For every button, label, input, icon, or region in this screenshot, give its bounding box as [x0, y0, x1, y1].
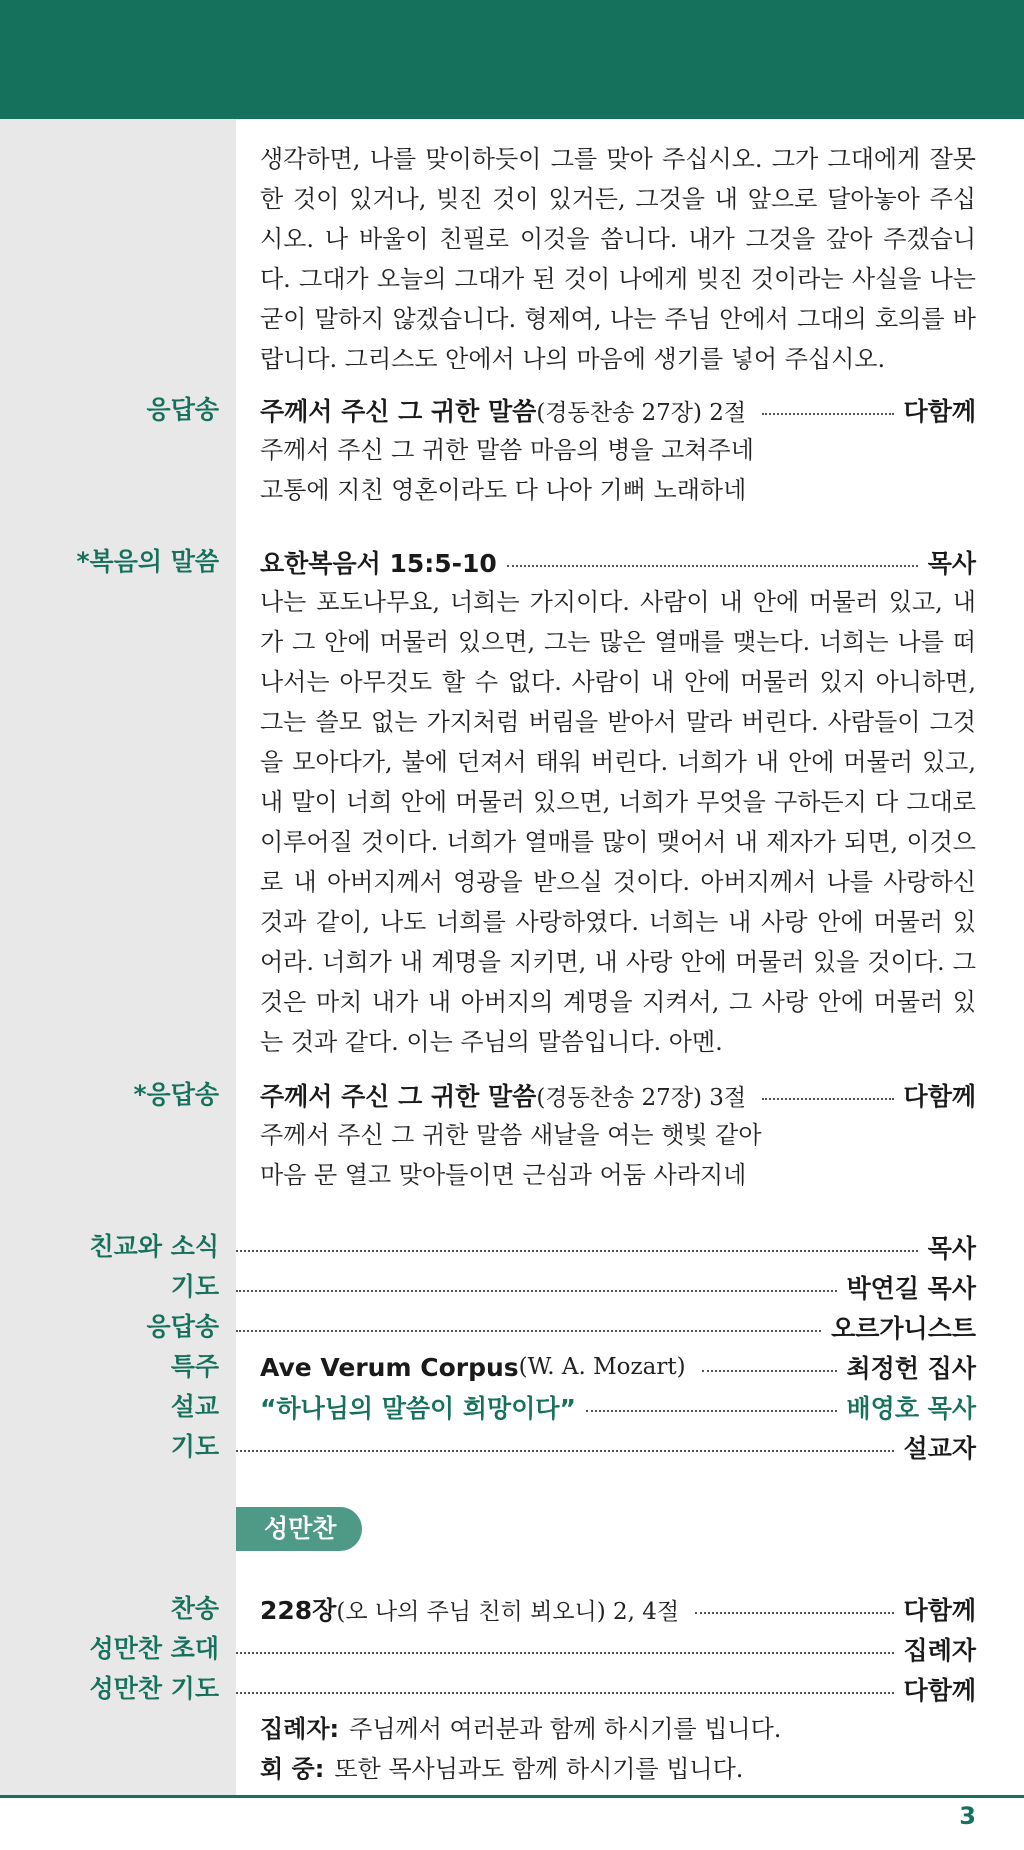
performer: 다함께: [903, 1082, 976, 1111]
dot-leader: [702, 1370, 837, 1372]
response-song-label: 응답송: [146, 395, 219, 424]
response-song-2-row: [260, 1075, 976, 1115]
dialogue-text: 또한 목사님과도 함께 하시기를 빕니다.: [334, 1755, 744, 1783]
order-label-prayer: 기도: [170, 1272, 219, 1301]
sermon-title: “하나님의 말씀이 희망이다”: [260, 1394, 576, 1423]
order-label-special: 특주: [170, 1352, 219, 1381]
performer: 다함께: [903, 1596, 976, 1625]
communion-label-invitation: 성만찬 초대: [89, 1634, 219, 1663]
order-row-response: [236, 1307, 976, 1347]
hymn-title: 주께서 주신 그 귀한 말씀: [260, 397, 537, 426]
dialogue-line-congregation: [260, 1749, 743, 1789]
dot-leader: [762, 1098, 893, 1100]
hymn-reference: (오 나의 주님 친히 뵈오니) 2, 4절: [336, 1598, 680, 1625]
lyric-line: 주께서 주신 그 귀한 말씀 마음의 병을 고쳐주네: [260, 436, 754, 464]
performer: 집례자: [903, 1636, 976, 1665]
hymn-title: 주께서 주신 그 귀한 말씀: [260, 1082, 537, 1111]
performer: 오르가니스트: [831, 1314, 976, 1343]
communion-label-prayer: 성만찬 기도: [89, 1674, 219, 1703]
communion-row-hymn: [260, 1589, 976, 1629]
communion-row-prayer: [236, 1669, 976, 1709]
performer: 박연길 목사: [846, 1274, 976, 1303]
performer: 다함께: [903, 1676, 976, 1705]
piece-title: Ave Verum Corpus: [260, 1352, 519, 1382]
order-label-fellowship: 친교와 소식: [89, 1232, 219, 1261]
dot-leader: [236, 1692, 894, 1694]
dot-leader: [236, 1290, 837, 1292]
communion-row-invitation: [236, 1629, 976, 1669]
page-number: 3: [959, 1802, 976, 1830]
dot-leader: [586, 1410, 837, 1412]
order-label-response: 응답송: [146, 1312, 219, 1341]
order-row-sermon: [260, 1387, 976, 1427]
order-row-prayer-2: [236, 1427, 976, 1467]
dot-leader: [695, 1612, 893, 1614]
gospel-label: *복음의 말씀: [76, 547, 219, 576]
gospel-text: 나는 포도나무요, 너희는 가지이다. 사람이 내 안에 머물러 있고, 내가 그 안에 머물러 있으면, 그는 많은 열매를 맺는다. 너희는 나를 떠나서는 아무것도 할 수 없다. 사람이 내 안에 머물러 있지 아니하면, 그는 쓸모 없는 가지처럼 버림을 받아서 말라 버린다. 사람들이 그것을 모아다가, 불에 던져서 태워 버린다. 너희가 내 안에 머물러 있고, 내 말이 너희 안에 머물러 있으면, 너희가 무엇을 구하든지 다 그대로 이루어질 것이다. 너희가 열매를 많이 맺어서 내 제자가 되면, 이것으로 내 아버지께서 영광을 받으실 것이다. 아버지께서 나를 사랑하신 것과 같이, 나도 너희를 사랑하였다. 너희는 내 사랑 안에 머물러 있어라. 너희가 내 계명을 지키면, 내 사랑 안에 머물러 있을 것이다. 그것은 마치 내가 내 아버지의 계명을 지켜서, 그 사랑 안에 머물러 있는 것과 같다. 이는 주님의 말씀입니다. 아멘.: [260, 588, 976, 1056]
order-row-prayer: [236, 1267, 976, 1307]
intro-paragraph: 생각하면, 나를 맞이하듯이 그를 맞아 주십시오. 그가 그대에게 잘못 한 것이 있거나, 빚진 것이 있거든, 그것을 내 앞으로 달아놓아 주십시오. 나 바울이 친필로 이것을 씁니다. 내가 그것을 갚아 주겠습니다. 그대가 오늘의 그대가 된 것이 나에게 빚진 것이라는 사실을 나는 굳이 말하지 않겠습니다. 형제여, 나는 주님 안에서 그대의 호의를 바랍니다. 그리스도 안에서 나의 마음에 생기를 넣어 주십시오.: [260, 145, 976, 373]
lyric-line: 주께서 주신 그 귀한 말씀 새날을 여는 햇빛 같아: [260, 1121, 762, 1149]
order-row-special: [260, 1347, 976, 1387]
gospel-row: [260, 542, 976, 582]
dot-leader: [236, 1250, 918, 1252]
hymn-number: 228장: [260, 1596, 337, 1625]
left-label-column: [0, 119, 236, 1795]
lyric-line: 마음 문 열고 맞아들이면 근심과 어둠 사라지네: [260, 1161, 747, 1189]
dot-leader: [236, 1652, 894, 1654]
footer-rule: [0, 1795, 1024, 1798]
response-song-2-label: *응답송: [133, 1080, 219, 1109]
order-row-fellowship: [236, 1227, 976, 1267]
response-song-row: [260, 390, 976, 430]
dialogue-text: 주님께서 여러분과 함께 하시기를 빕니다.: [349, 1715, 782, 1743]
order-label-prayer-2: 기도: [170, 1432, 219, 1461]
dialogue-line-officiant: [260, 1709, 781, 1749]
dot-leader: [236, 1450, 894, 1452]
response-song-2-lyrics: [260, 1115, 762, 1195]
performer: 목사: [927, 1234, 976, 1263]
dot-leader: [236, 1330, 821, 1332]
gospel-reader: 목사: [927, 549, 976, 578]
header-band: [0, 0, 1024, 119]
dot-leader: [762, 413, 893, 415]
speaker-label: 집례자:: [260, 1715, 340, 1743]
hymn-reference: (경동찬송 27장) 2절: [536, 399, 747, 426]
response-song-lyrics: [260, 430, 754, 510]
performer: 최정헌 집사: [846, 1354, 976, 1383]
dot-leader: [507, 565, 918, 567]
gospel-reference: 요한복음서 15:5-10: [260, 549, 497, 578]
hymn-reference: (경동찬송 27장) 3절: [536, 1084, 747, 1111]
performer: 다함께: [903, 397, 976, 426]
performer: 설교자: [903, 1434, 976, 1463]
communion-label-hymn: 찬송: [170, 1594, 219, 1623]
speaker-label: 회 중:: [260, 1755, 325, 1783]
preacher: 배영호 목사: [846, 1394, 976, 1423]
composer: (W. A. Mozart): [518, 1354, 686, 1380]
section-badge-communion: 성만찬: [236, 1507, 362, 1551]
order-label-sermon: 설교: [170, 1392, 219, 1421]
lyric-line: 고통에 지친 영혼이라도 다 나아 기뻐 노래하네: [260, 476, 747, 504]
